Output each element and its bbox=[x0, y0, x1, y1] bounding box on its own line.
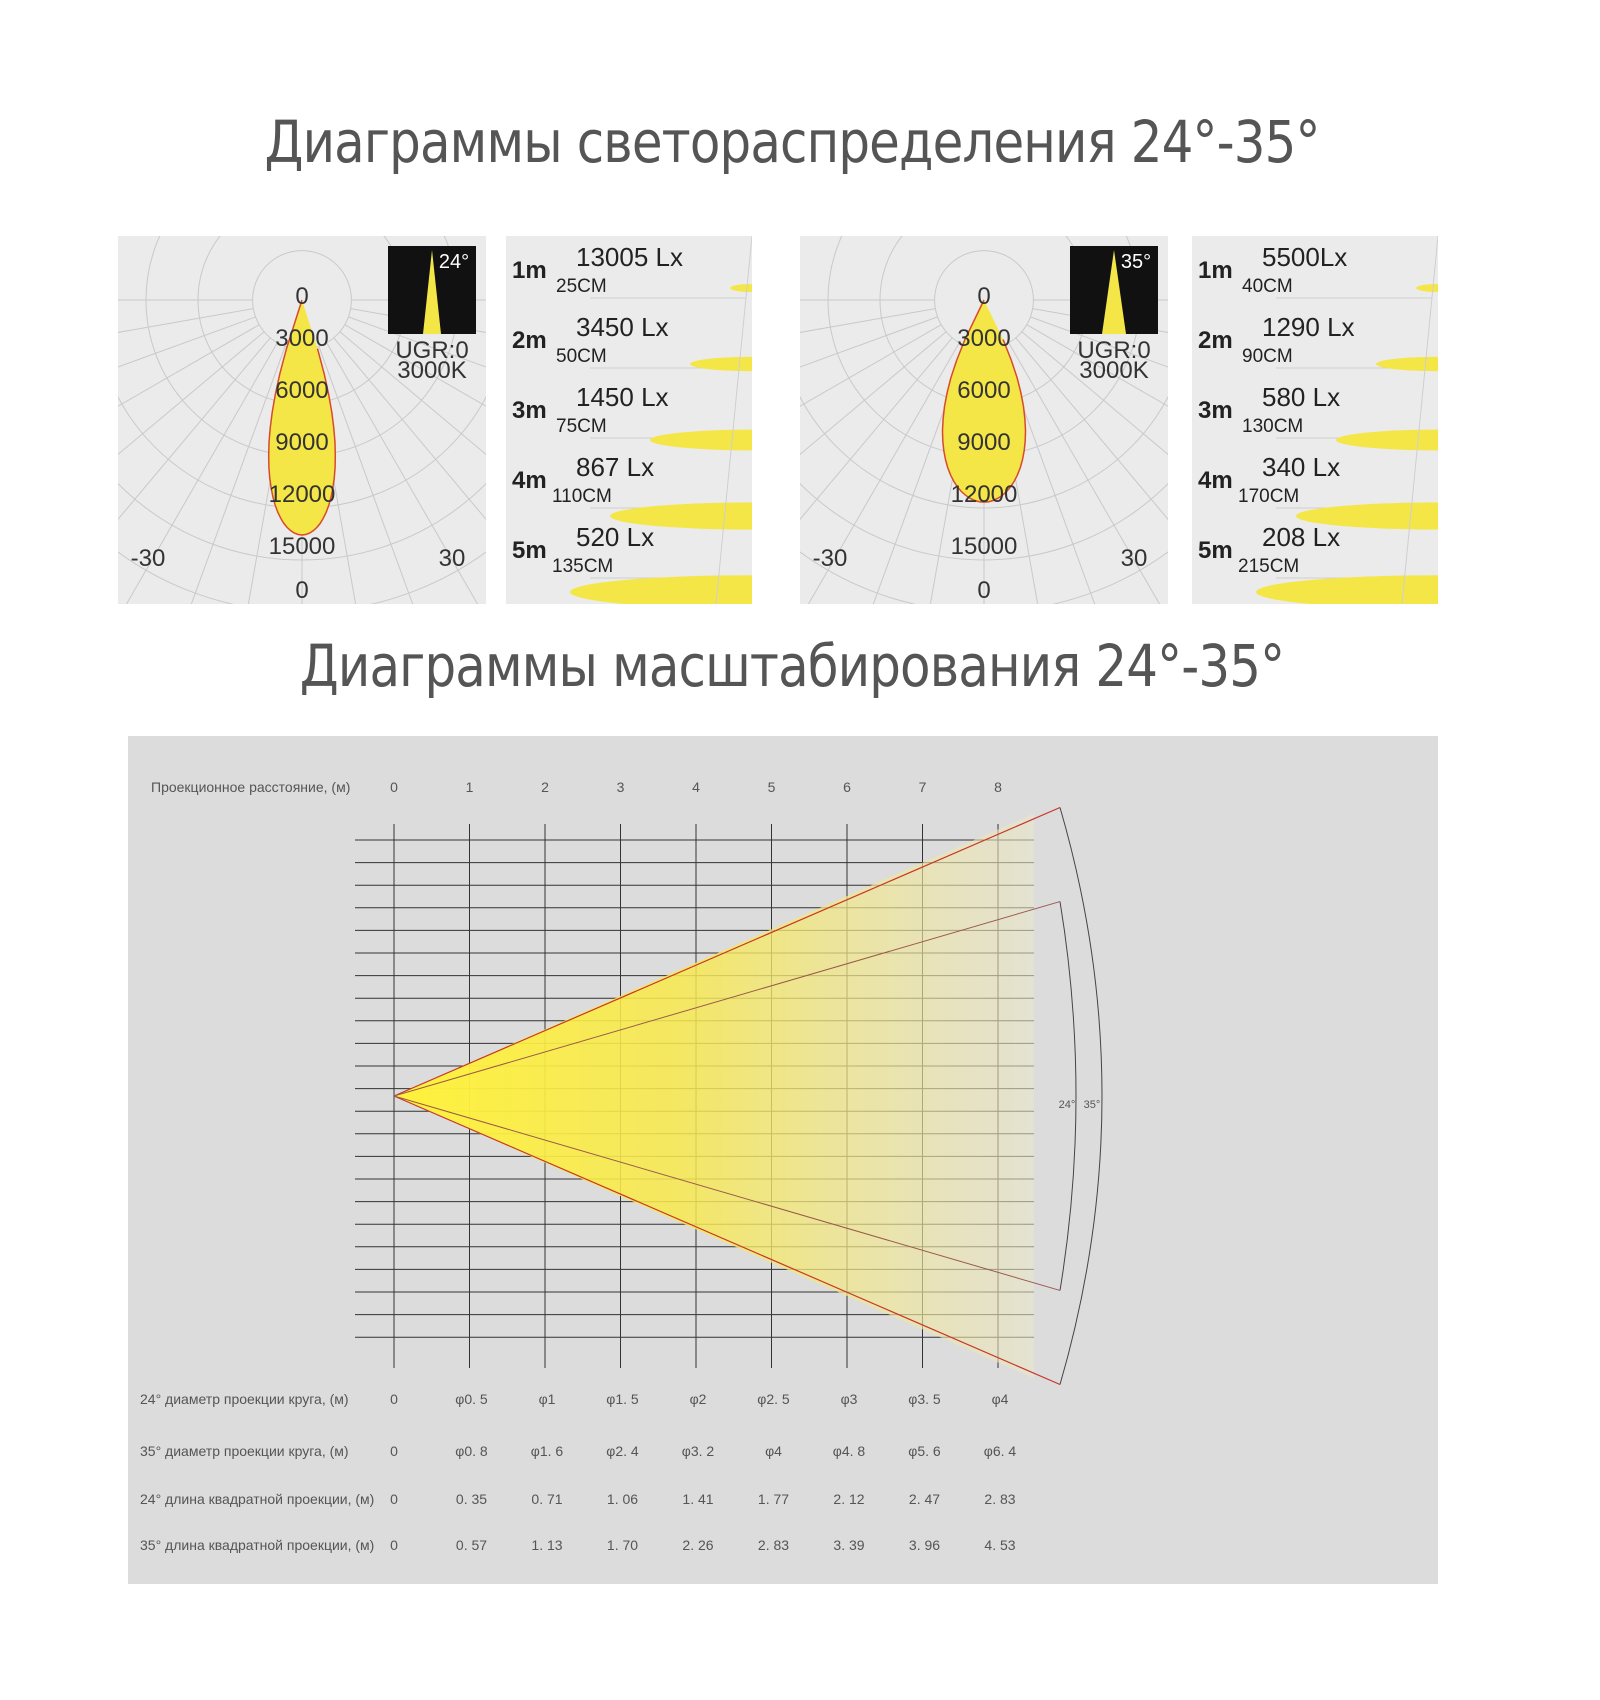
ugr-label: UGR:0 bbox=[1077, 337, 1151, 364]
zoom-row-value: 0 bbox=[390, 1537, 398, 1553]
ring-label: 9000 bbox=[275, 429, 329, 456]
polar-chart-35 bbox=[800, 236, 1168, 604]
left-angle-label: -30 bbox=[812, 545, 848, 572]
angle-arc-24 bbox=[1060, 902, 1076, 1291]
distance-tick: 7 bbox=[918, 779, 927, 795]
polar-ray bbox=[800, 325, 941, 550]
ring-label: 6000 bbox=[275, 377, 329, 404]
lux-distance: 4m bbox=[512, 467, 547, 494]
zoom-row-value: 1. 06 bbox=[606, 1491, 639, 1507]
ring-label: 12000 bbox=[950, 481, 1018, 508]
lux-value: 340 Lx bbox=[1262, 452, 1341, 482]
ring-label: 15000 bbox=[268, 533, 336, 560]
zoom-row-value: φ4 bbox=[765, 1443, 782, 1459]
zoom-row-label: 24° длина квадратной проекции, (м) bbox=[140, 1491, 375, 1507]
ring-label: 12000 bbox=[268, 481, 336, 508]
zoom-row-value: φ5. 6 bbox=[908, 1443, 941, 1459]
zoom-row-value: φ2 bbox=[689, 1391, 707, 1407]
lux-diameter: 40CM bbox=[1242, 276, 1293, 297]
lux-distance: 3m bbox=[1198, 397, 1233, 424]
lux-spot bbox=[730, 284, 752, 292]
zoom-row-value: φ4. 8 bbox=[832, 1443, 866, 1459]
zoom-row-value: 3. 96 bbox=[908, 1537, 941, 1553]
zoom-row-value: 2. 47 bbox=[908, 1491, 941, 1507]
lux-table-24 bbox=[506, 236, 752, 604]
zoom-title: Диаграммы масштабирования 24°-35° bbox=[299, 632, 1285, 700]
distribution-title: Диаграммы светораспределения 24°-35° bbox=[264, 108, 1320, 176]
polar-ray bbox=[800, 309, 935, 387]
beam-angle-label: 24° bbox=[438, 251, 470, 273]
lux-diameter: 130CM bbox=[1242, 416, 1304, 437]
distance-axis-label: Проекционное расстояние, (м) bbox=[151, 779, 351, 795]
zoom-row-value: 2. 12 bbox=[833, 1491, 865, 1507]
lux-spot bbox=[690, 357, 752, 371]
zoom-row-value: 1. 13 bbox=[531, 1537, 563, 1553]
distance-tick: 4 bbox=[692, 779, 700, 795]
zoom-row-value: 2. 83 bbox=[757, 1537, 790, 1553]
ring-label: 3000 bbox=[275, 325, 329, 352]
zoom-row-value: 4. 53 bbox=[984, 1537, 1016, 1553]
lux-value: 208 Lx bbox=[1262, 522, 1341, 552]
zoom-row-value: 0 bbox=[390, 1491, 398, 1507]
lux-diameter: 110CM bbox=[552, 486, 612, 507]
zoom-row-value: φ3. 5 bbox=[908, 1391, 941, 1407]
lux-edge-line bbox=[1402, 236, 1438, 604]
zoom-row-value: 0. 35 bbox=[455, 1491, 488, 1507]
zoom-row-value: 0 bbox=[390, 1391, 398, 1407]
zoom-row-value: φ1 bbox=[538, 1391, 556, 1407]
zoom-row-label: 35° диаметр проекции круга, (м) bbox=[140, 1443, 349, 1459]
zoom-row-value: φ0. 5 bbox=[455, 1391, 488, 1407]
bottom-zero-label: 0 bbox=[977, 577, 991, 604]
lux-spot bbox=[1376, 357, 1438, 371]
ring-label: 6000 bbox=[957, 377, 1011, 404]
right-angle-label: 30 bbox=[438, 545, 466, 572]
zoom-row-value: 3. 39 bbox=[833, 1537, 865, 1553]
lux-spot bbox=[1336, 430, 1438, 451]
lux-table-35 bbox=[1192, 236, 1438, 604]
ring-label: 3000 bbox=[957, 325, 1011, 352]
top-zero-label: 0 bbox=[977, 283, 991, 310]
polar-chart-24 bbox=[118, 236, 486, 604]
zoom-row-value: 0 bbox=[390, 1443, 398, 1459]
zoom-row-value: φ1. 6 bbox=[530, 1443, 564, 1459]
lux-diameter: 215CM bbox=[1238, 556, 1300, 577]
lux-distance: 3m bbox=[512, 397, 547, 424]
zoom-row-value: φ2. 4 bbox=[606, 1443, 639, 1459]
distance-tick: 3 bbox=[616, 779, 625, 795]
lux-value: 1290 Lx bbox=[1262, 312, 1355, 342]
lux-value: 3450 Lx bbox=[576, 312, 669, 342]
lux-diameter: 75CM bbox=[556, 416, 607, 437]
lux-distance: 2m bbox=[512, 327, 547, 354]
lux-value: 13005 Lx bbox=[576, 242, 683, 272]
lux-value: 580 Lx bbox=[1262, 382, 1341, 412]
lux-diameter: 50CM bbox=[556, 346, 607, 367]
bottom-zero-label: 0 bbox=[295, 577, 309, 604]
lux-value: 1450 Lx bbox=[576, 382, 669, 412]
lux-spot bbox=[570, 575, 752, 604]
zoom-row-value: φ0. 8 bbox=[455, 1443, 488, 1459]
angle-label-35: 35° bbox=[1083, 1099, 1101, 1111]
lux-value: 867 Lx bbox=[576, 452, 655, 482]
zoom-row-value: 0. 71 bbox=[531, 1491, 563, 1507]
zoom-row-value: φ4 bbox=[991, 1391, 1009, 1407]
lux-distance: 1m bbox=[1198, 257, 1233, 284]
lux-value: 5500Lx bbox=[1262, 242, 1348, 272]
lux-distance: 1m bbox=[512, 257, 547, 284]
zoom-chart bbox=[128, 736, 1438, 1584]
distance-tick: 2 bbox=[541, 779, 549, 795]
zoom-row-value: 0. 57 bbox=[455, 1537, 488, 1553]
ring-label: 15000 bbox=[950, 533, 1018, 560]
distance-tick: 1 bbox=[465, 779, 474, 795]
zoom-row-value: φ3. 2 bbox=[681, 1443, 715, 1459]
angle-label-24: 24° bbox=[1058, 1099, 1076, 1111]
zoom-row-value: φ6. 4 bbox=[983, 1443, 1017, 1459]
distance-tick: 8 bbox=[994, 779, 1002, 795]
distance-tick: 0 bbox=[390, 779, 398, 795]
lux-distance: 4m bbox=[1198, 467, 1233, 494]
zoom-row-value: 2. 26 bbox=[682, 1537, 714, 1553]
polar-ray bbox=[118, 325, 259, 550]
zoom-row-label: 35° длина квадратной проекции, (м) bbox=[140, 1537, 375, 1553]
polar-ray bbox=[118, 309, 253, 387]
lux-edge-line bbox=[716, 236, 752, 604]
lux-spot bbox=[1416, 284, 1438, 292]
lux-spot bbox=[1256, 575, 1438, 604]
lux-distance: 5m bbox=[512, 537, 547, 564]
zoom-row-value: 1. 70 bbox=[606, 1537, 639, 1553]
distance-tick: 5 bbox=[767, 779, 776, 795]
left-angle-label: -30 bbox=[130, 545, 166, 572]
lux-spot bbox=[650, 430, 752, 451]
lux-diameter: 90CM bbox=[1242, 346, 1293, 367]
zoom-row-value: 2. 83 bbox=[984, 1491, 1016, 1507]
right-angle-label: 30 bbox=[1120, 545, 1148, 572]
lux-diameter: 170CM bbox=[1238, 486, 1300, 507]
lux-diameter: 135CM bbox=[552, 556, 614, 577]
zoom-row-label: 24° диаметр проекции круга, (м) bbox=[140, 1391, 349, 1407]
lux-distance: 5m bbox=[1198, 537, 1233, 564]
zoom-row-value: 1. 41 bbox=[682, 1491, 714, 1507]
zoom-row-value: φ1. 5 bbox=[606, 1391, 639, 1407]
beam-35 bbox=[394, 813, 1034, 1378]
zoom-row-value: φ2. 5 bbox=[757, 1391, 790, 1407]
cct-label: 3000K bbox=[397, 357, 467, 384]
zoom-row-value: 1. 77 bbox=[757, 1491, 790, 1507]
lux-distance: 2m bbox=[1198, 327, 1233, 354]
cct-label: 3000K bbox=[1079, 357, 1149, 384]
zoom-row-value: φ3 bbox=[840, 1391, 858, 1407]
beam-angle-label: 35° bbox=[1120, 251, 1152, 273]
lux-diameter: 25CM bbox=[556, 276, 607, 297]
distance-tick: 6 bbox=[843, 779, 851, 795]
ugr-label: UGR:0 bbox=[395, 337, 469, 364]
top-zero-label: 0 bbox=[295, 283, 309, 310]
ring-label: 9000 bbox=[957, 429, 1011, 456]
angle-arc-35 bbox=[1060, 807, 1102, 1384]
lux-value: 520 Lx bbox=[576, 522, 655, 552]
